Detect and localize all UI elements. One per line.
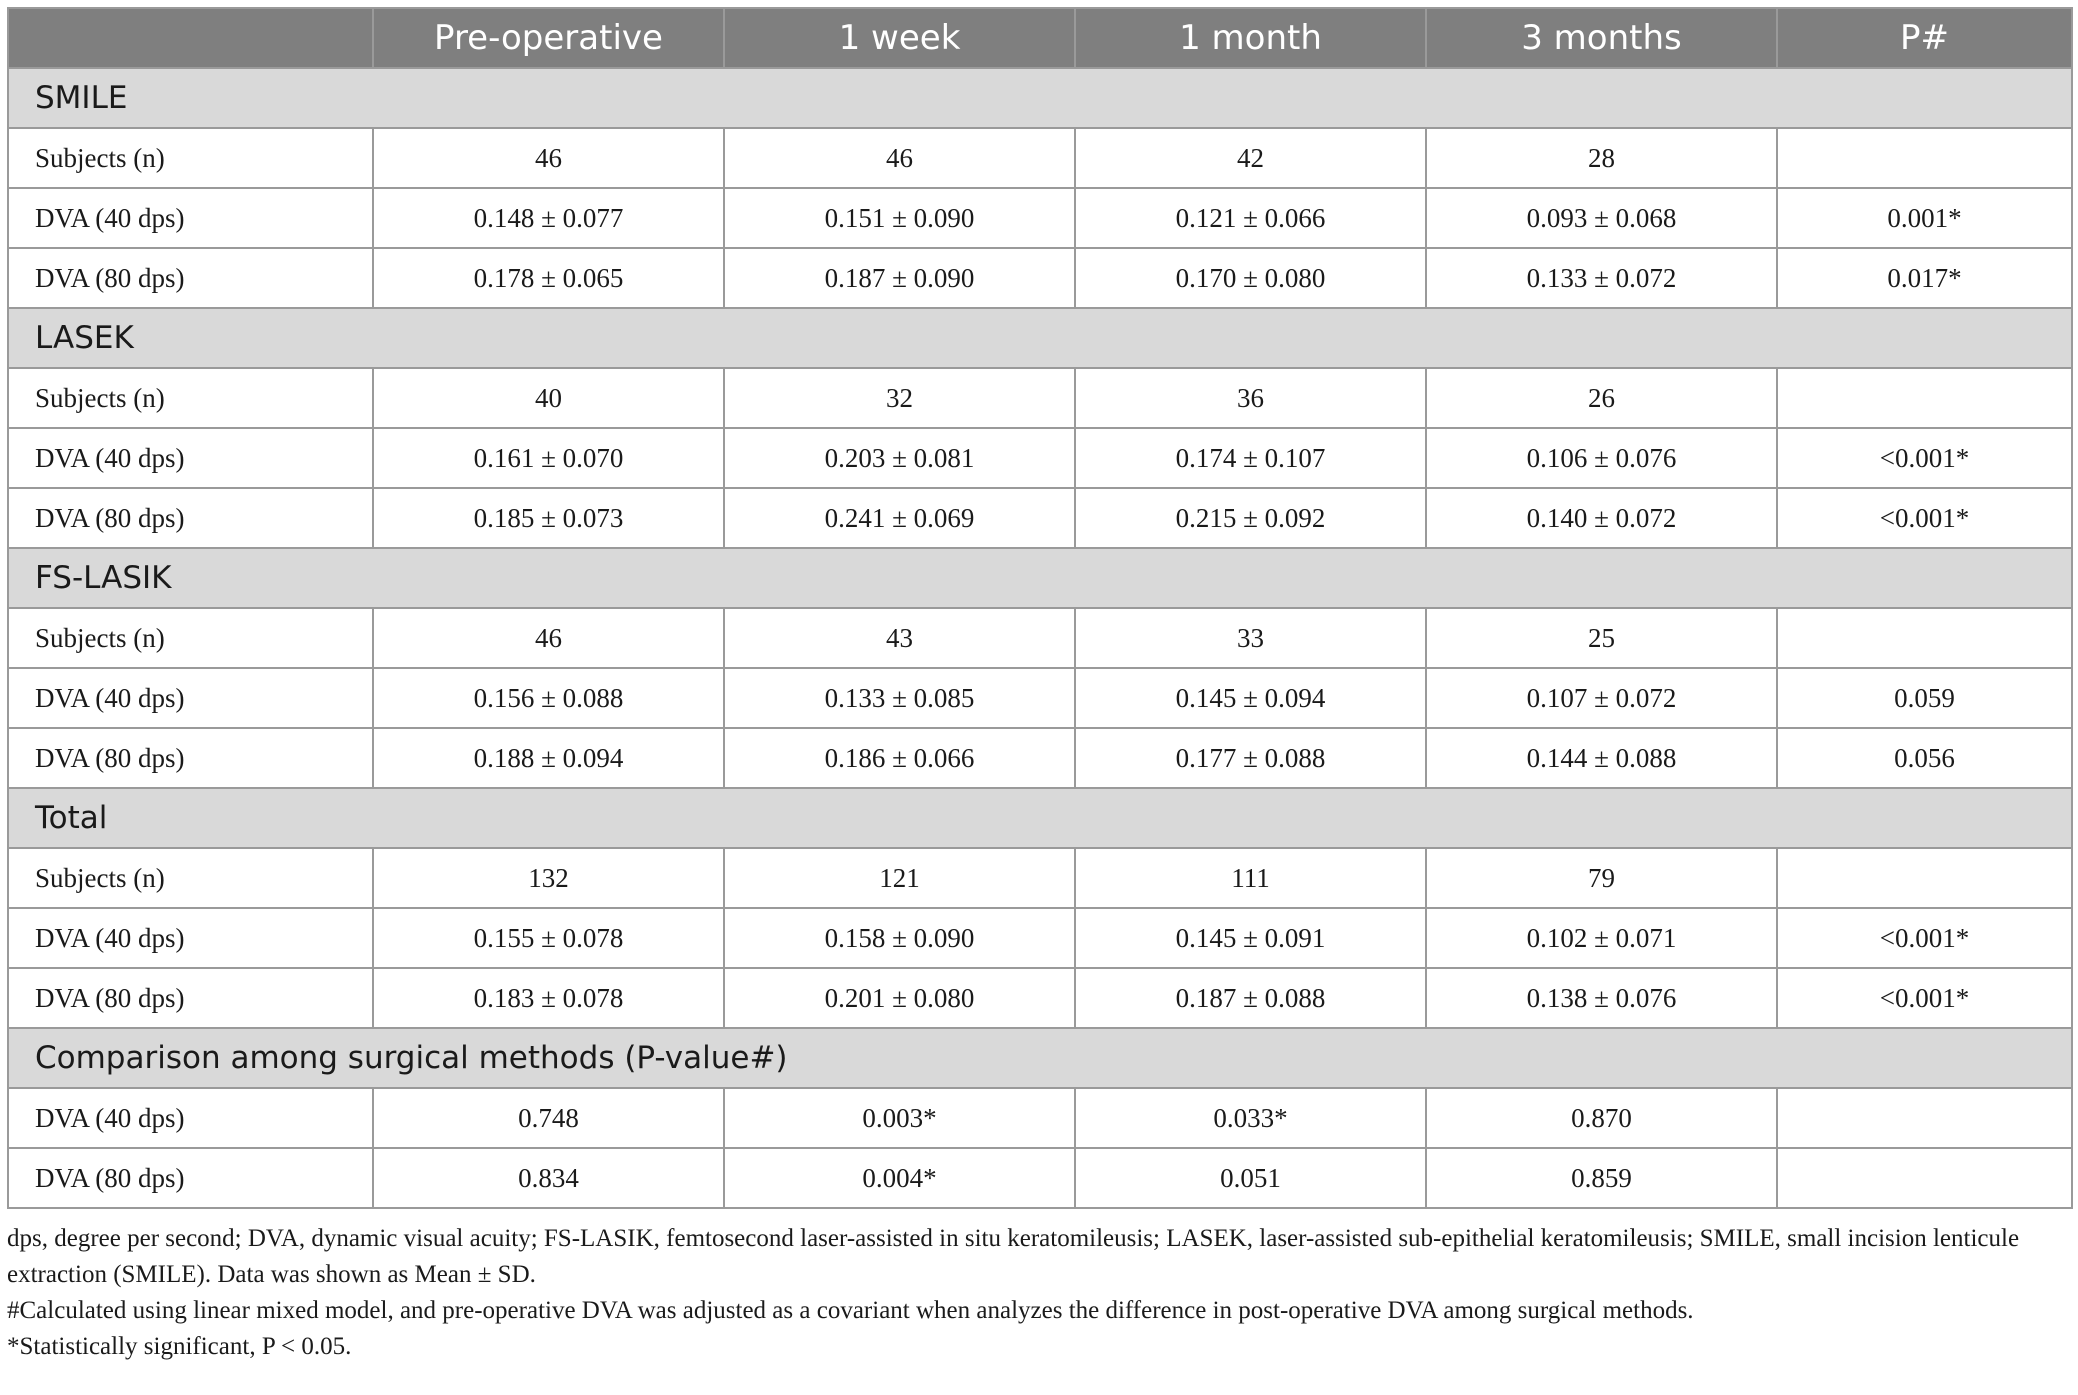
footnote-asterisk: *Statistically significant, P < 0.05. — [7, 1333, 352, 1360]
table-cell: 0.133 ± 0.085 — [724, 668, 1075, 728]
section-header-row — [8, 68, 2072, 128]
row-label: DVA (80 dps) — [8, 1148, 373, 1208]
row-label: DVA (40 dps) — [8, 188, 373, 248]
table-cell: 0.051 — [1075, 1148, 1426, 1208]
table-cell: 0.186 ± 0.066 — [724, 728, 1075, 788]
table-cell: 46 — [373, 608, 724, 668]
table-cell: 0.834 — [373, 1148, 724, 1208]
table-row — [8, 428, 2072, 488]
table-row — [8, 608, 2072, 668]
table-cell: 0.241 ± 0.069 — [724, 488, 1075, 548]
table-cell: 46 — [724, 128, 1075, 188]
table-cell: 42 — [1075, 128, 1426, 188]
section-title: Comparison among surgical methods (P-value#) — [8, 1028, 2072, 1088]
header-cell-1-month: 1 month — [1075, 8, 1426, 68]
row-label: Subjects (n) — [8, 608, 373, 668]
table-cell: 0.151 ± 0.090 — [724, 188, 1075, 248]
section-title: SMILE — [8, 68, 2072, 128]
table-row — [8, 188, 2072, 248]
table-body — [8, 68, 2072, 1208]
table-row — [8, 128, 2072, 188]
table-cell: 0.056 — [1777, 728, 2072, 788]
table-row — [8, 1088, 2072, 1148]
section-header-row — [8, 548, 2072, 608]
row-label: DVA (80 dps) — [8, 728, 373, 788]
table-cell: <0.001* — [1777, 968, 2072, 1028]
row-label: Subjects (n) — [8, 848, 373, 908]
table-cell: 121 — [724, 848, 1075, 908]
table-cell: 0.138 ± 0.076 — [1426, 968, 1777, 1028]
table-cell: 0.185 ± 0.073 — [373, 488, 724, 548]
row-label: DVA (80 dps) — [8, 968, 373, 1028]
table-cell: 33 — [1075, 608, 1426, 668]
header-cell-empty — [8, 8, 373, 68]
row-label: Subjects (n) — [8, 128, 373, 188]
table-cell: 0.059 — [1777, 668, 2072, 728]
table-cell: 0.158 ± 0.090 — [724, 908, 1075, 968]
table-cell: 0.174 ± 0.107 — [1075, 428, 1426, 488]
table-cell: 0.093 ± 0.068 — [1426, 188, 1777, 248]
table-cell: <0.001* — [1777, 908, 2072, 968]
row-label: DVA (40 dps) — [8, 428, 373, 488]
table-cell: 0.017* — [1777, 248, 2072, 308]
header-cell-3-months: 3 months — [1426, 8, 1777, 68]
table-cell: 0.156 ± 0.088 — [373, 668, 724, 728]
table-cell: 0.748 — [373, 1088, 724, 1148]
table-cell — [1777, 848, 2072, 908]
table-cell: 132 — [373, 848, 724, 908]
table-container — [7, 7, 2071, 1365]
table-cell: 0.859 — [1426, 1148, 1777, 1208]
table-cell: 0.201 ± 0.080 — [724, 968, 1075, 1028]
table-cell: 79 — [1426, 848, 1777, 908]
table-row — [8, 848, 2072, 908]
table-cell: <0.001* — [1777, 428, 2072, 488]
section-header-row — [8, 1028, 2072, 1088]
row-label: DVA (40 dps) — [8, 668, 373, 728]
row-label: DVA (80 dps) — [8, 488, 373, 548]
row-label: DVA (40 dps) — [8, 1088, 373, 1148]
table-cell: 0.183 ± 0.078 — [373, 968, 724, 1028]
header-row — [8, 8, 2072, 68]
table-cell — [1777, 368, 2072, 428]
table-cell: <0.001* — [1777, 488, 2072, 548]
footnote-hash: #Calculated using linear mixed model, and pre-operative DVA was adjusted as a covariant when analyzes the difference in post-operative DVA among surgical methods. — [7, 1297, 1694, 1324]
section-header-row — [8, 788, 2072, 848]
header-cell-preoperative: Pre-operative — [373, 8, 724, 68]
header-cell-1-week: 1 week — [724, 8, 1075, 68]
table-cell: 0.033* — [1075, 1088, 1426, 1148]
table-row — [8, 668, 2072, 728]
table-cell: 36 — [1075, 368, 1426, 428]
table-footnotes — [7, 1221, 2071, 1365]
table-cell: 0.106 ± 0.076 — [1426, 428, 1777, 488]
table-cell: 0.148 ± 0.077 — [373, 188, 724, 248]
table-cell: 0.155 ± 0.078 — [373, 908, 724, 968]
table-cell — [1777, 1148, 2072, 1208]
section-title: LASEK — [8, 308, 2072, 368]
row-label: DVA (80 dps) — [8, 248, 373, 308]
table-cell: 0.203 ± 0.081 — [724, 428, 1075, 488]
footnote-abbreviations: dps, degree per second; DVA, dynamic visual acuity; FS-LASIK, femtosecond laser-assisted in situ keratomileusis; LASEK, laser-assisted sub-epithelial keratomileusis; SMILE, small incision lenticule extraction (SMILE). Data was shown as Mean ± SD. — [7, 1225, 2020, 1288]
table-row — [8, 368, 2072, 428]
table-cell: 0.187 ± 0.090 — [724, 248, 1075, 308]
table-cell: 0.145 ± 0.094 — [1075, 668, 1426, 728]
section-title: FS-LASIK — [8, 548, 2072, 608]
table-cell: 0.004* — [724, 1148, 1075, 1208]
table-row — [8, 488, 2072, 548]
section-title: Total — [8, 788, 2072, 848]
results-table — [7, 7, 2073, 1209]
table-row — [8, 728, 2072, 788]
table-row — [8, 908, 2072, 968]
table-cell: 111 — [1075, 848, 1426, 908]
row-label: Subjects (n) — [8, 368, 373, 428]
table-cell: 43 — [724, 608, 1075, 668]
table-cell: 0.215 ± 0.092 — [1075, 488, 1426, 548]
table-cell: 0.102 ± 0.071 — [1426, 908, 1777, 968]
table-cell: 0.003* — [724, 1088, 1075, 1148]
table-cell: 32 — [724, 368, 1075, 428]
table-cell: 0.140 ± 0.072 — [1426, 488, 1777, 548]
table-cell: 0.170 ± 0.080 — [1075, 248, 1426, 308]
table-cell: 0.145 ± 0.091 — [1075, 908, 1426, 968]
header-cell-p-value: P# — [1777, 8, 2072, 68]
table-cell: 26 — [1426, 368, 1777, 428]
table-cell: 0.188 ± 0.094 — [373, 728, 724, 788]
section-header-row — [8, 308, 2072, 368]
table-cell: 0.161 ± 0.070 — [373, 428, 724, 488]
table-cell — [1777, 608, 2072, 668]
table-cell: 0.133 ± 0.072 — [1426, 248, 1777, 308]
table-cell: 0.187 ± 0.088 — [1075, 968, 1426, 1028]
table-cell — [1777, 128, 2072, 188]
table-cell: 0.144 ± 0.088 — [1426, 728, 1777, 788]
table-cell: 28 — [1426, 128, 1777, 188]
table-cell: 0.107 ± 0.072 — [1426, 668, 1777, 728]
row-label: DVA (40 dps) — [8, 908, 373, 968]
table-cell: 25 — [1426, 608, 1777, 668]
table-cell: 0.870 — [1426, 1088, 1777, 1148]
table-row — [8, 248, 2072, 308]
table-cell: 40 — [373, 368, 724, 428]
table-cell: 0.001* — [1777, 188, 2072, 248]
table-cell: 46 — [373, 128, 724, 188]
table-row — [8, 1148, 2072, 1208]
table-cell: 0.121 ± 0.066 — [1075, 188, 1426, 248]
table-cell — [1777, 1088, 2072, 1148]
table-row — [8, 968, 2072, 1028]
table-cell: 0.178 ± 0.065 — [373, 248, 724, 308]
table-cell: 0.177 ± 0.088 — [1075, 728, 1426, 788]
